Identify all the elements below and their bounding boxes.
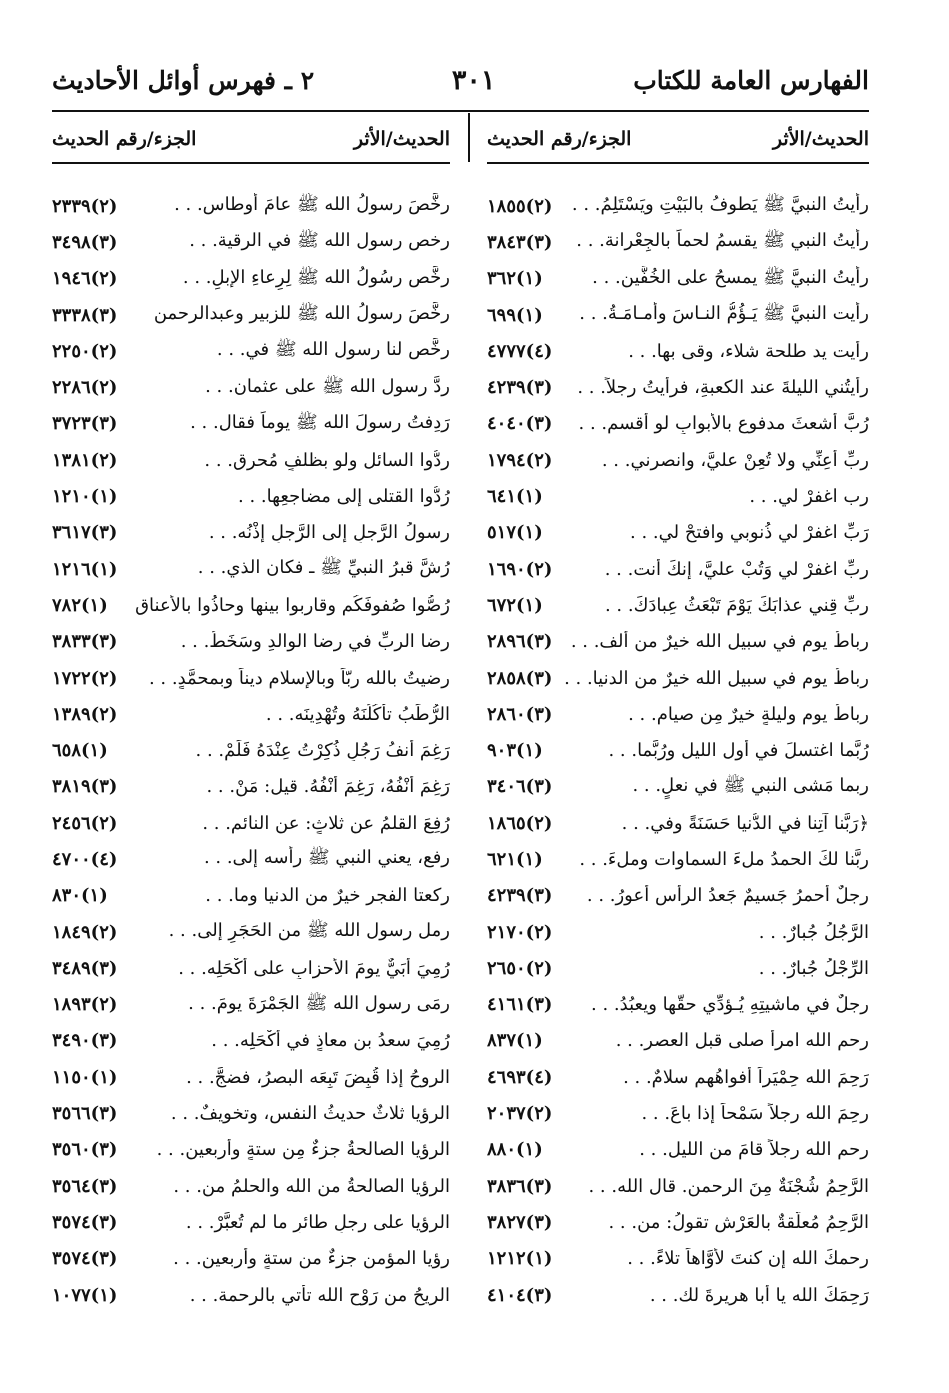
index-entry xyxy=(52,624,450,660)
hadith-reference: (٣)٣٤٨٩ xyxy=(52,957,118,979)
hadith-column-label: الحديث/الأثر xyxy=(353,128,450,150)
index-entry xyxy=(52,515,450,551)
index-entry xyxy=(487,841,869,877)
hadith-incipit: رأيت يد طلحة شلاء، وقى بها. . . xyxy=(628,340,869,362)
index-entry xyxy=(52,442,450,478)
hadith-incipit: الرِّجْلُ جُبارٌ. . . xyxy=(758,957,869,979)
index-entry xyxy=(487,914,869,950)
hadith-reference: (٣)٣٨٣٣ xyxy=(52,631,118,653)
hadith-reference: (٣)٣٨٤٣ xyxy=(487,231,553,253)
hadith-incipit: الرؤيا الصالحةُ جزءٌ مِن ستةٍ وأربعين. . . xyxy=(156,1139,450,1161)
hadith-reference: (٣)٣٨٢٧ xyxy=(487,1211,553,1233)
hadith-incipit: رَحِمَكَ الله يا أبا هريرةَ لك. . . xyxy=(649,1284,869,1306)
index-entry xyxy=(487,1204,869,1240)
index-entry xyxy=(52,369,450,405)
hadith-reference: (٤)٤٦٩٣ xyxy=(487,1066,553,1088)
hadith-incipit: رحمكَ الله إن كنتَ لأوَّاهاً تلاءً. . . xyxy=(627,1248,869,1270)
index-entry xyxy=(487,551,869,587)
hadith-reference: (٢)١٣٨٩ xyxy=(52,703,118,725)
index-entry xyxy=(487,769,869,805)
hadith-incipit: رأيتُ النبيَّ ﷺ يمسحُ على الخُفَّين. . . xyxy=(592,266,869,288)
hadith-reference: (٢)١٨٥٥ xyxy=(487,195,553,217)
hadith-reference: (٤)٤٧٧٧ xyxy=(487,340,553,362)
index-entry xyxy=(52,1132,450,1168)
index-entry xyxy=(487,732,869,768)
index-entry xyxy=(52,551,450,587)
hadith-incipit: رأيتُ النبيَّ ﷺ يَطوفُ بالبَيْتِ ويَسْتَلِمُ. . . xyxy=(571,194,869,216)
hadith-reference: (٣)٣٧٢٣ xyxy=(52,413,118,435)
hadith-incipit: ربِّ قِني عذابَكَ يَوْمَ تَبْعَثُ عِبادَكَ. . . xyxy=(604,594,869,616)
hadith-incipit: ربِّ أعِنِّي ولا تُعِنْ عليَّ، وانصرني. . . xyxy=(601,449,869,471)
index-entry xyxy=(487,478,869,514)
hadith-reference: (٣)٣٨١٩ xyxy=(52,776,118,798)
section-title: ٢ ـ فهرس أوائل الأحاديث xyxy=(52,65,315,95)
page-header xyxy=(52,60,869,100)
index-entry xyxy=(52,914,450,950)
index-entry xyxy=(487,442,869,478)
hadith-reference: (١)٦٢١ xyxy=(487,848,543,870)
hadith-reference: (٣)٣٤٩٠ xyxy=(52,1030,118,1052)
hadith-incipit: الريحُ من رَوْحِ الله تأتي بالرحمة. . . xyxy=(189,1284,450,1306)
hadith-reference: (٣)٣٥٦٦ xyxy=(52,1103,118,1125)
hadith-incipit: ركعتا الفجر خيرٌ من الدنيا وما. . . xyxy=(205,885,450,907)
index-entry xyxy=(487,261,869,297)
hadith-incipit: رفع، يعني النبي ﷺ رأسه إلى. . . xyxy=(203,847,450,869)
index-entry xyxy=(52,1277,450,1313)
index-entry xyxy=(52,950,450,986)
ref-column-label: الجزء/رقم الحديث xyxy=(487,128,632,150)
index-entry xyxy=(52,1059,450,1095)
hadith-reference: (١)٦٩٩ xyxy=(487,304,543,326)
index-entry xyxy=(487,1059,869,1095)
index-entry xyxy=(52,1095,450,1131)
hadith-incipit: رُشَّ قبرُ النبيِّ ﷺ ـ فكان الذي. . . xyxy=(197,557,450,579)
hadith-incipit: رأيتُني الليلةَ عند الكعبةِ، فرأيتُ رجلاً. . . xyxy=(577,377,869,399)
hadith-incipit: الرَّحِمُ مُعلَّقةٌ بالعَرْشِ تقولُ: من. . . xyxy=(608,1211,869,1233)
left-column-rule xyxy=(52,162,450,164)
hadith-reference: (١)٦٧٢ xyxy=(487,594,543,616)
hadith-incipit: رأيت النبيَّ ﷺ يَـؤُمُّ النـاسَ وأُمـامَـةُ. . . xyxy=(579,303,869,325)
hadith-reference: (٢)٢٦٥٠ xyxy=(487,957,553,979)
right-column-header xyxy=(487,122,869,156)
hadith-incipit: رجلٌ في ماشيتِهِ يُـؤدِّي حقَّها ويعبُدُ. . . xyxy=(591,994,869,1016)
index-entry xyxy=(487,406,869,442)
right-column-rule xyxy=(487,162,869,164)
index-entry xyxy=(487,950,869,986)
header-rule xyxy=(52,110,869,112)
index-entry xyxy=(487,369,869,405)
hadith-incipit: ردَّ رسول الله ﷺ على عثمان. . . xyxy=(205,375,450,397)
hadith-reference: (٣)٣٤٠٦ xyxy=(487,776,553,798)
hadith-incipit: رَغِمَ أنفُ رَجُلٍ ذُكِرْتُ عِنْدَهُ فَلَمْ. . . xyxy=(195,740,450,762)
hadith-reference: (١)٦٤١ xyxy=(487,486,543,508)
hadith-reference: (١)٩٠٣ xyxy=(487,740,543,762)
hadith-reference: (٣)٣٥٦٤ xyxy=(52,1175,118,1197)
hadith-reference: (٢)١٩٤٦ xyxy=(52,268,118,290)
hadith-incipit: رخَّصَ رسولُ الله ﷺ عامَ أوطاس. . . xyxy=(174,194,450,216)
index-entry xyxy=(52,1241,450,1277)
hadith-incipit: ربما مَشى النبي ﷺ في نعلٍ. . . xyxy=(632,774,869,796)
hadith-incipit: رُبَّ أشعثَ مدفوعٍ بالأبوابِ لو أقسم. . . xyxy=(578,413,869,435)
hadith-reference: (٢)٢٤٥٦ xyxy=(52,812,118,834)
hadith-reference: (٣)٣٨٣٦ xyxy=(487,1175,553,1197)
hadith-incipit: رب اغفرْ لي. . . xyxy=(749,486,869,508)
index-entry xyxy=(52,406,450,442)
hadith-incipit: رِباطُ يوم وليلةٍ خيرٌ مِن صيام. . . xyxy=(628,703,869,725)
hadith-reference: (٢)٢٢٨٦ xyxy=(52,377,118,399)
hadith-incipit: رخَّص لنا رسول الله ﷺ في. . . xyxy=(216,339,450,361)
hadith-incipit: رضيتُ بالله ربّاً وبالإسلامِ ديناً وبمحمَّدٍ. . . xyxy=(148,667,450,689)
index-entry xyxy=(52,297,450,333)
left-index-column xyxy=(52,188,450,1313)
index-entry xyxy=(487,987,869,1023)
hadith-reference: (٢)٢٠٣٧ xyxy=(487,1103,553,1125)
hadith-incipit: رخَّصَ رسولُ الله ﷺ للزبير وعبدالرحمن xyxy=(153,303,450,325)
hadith-reference: (٣)٢٨٩٦ xyxy=(487,631,553,653)
hadith-incipit: رمل رسول الله ﷺ من الحَجَرِ إلى. . . xyxy=(168,920,450,942)
index-entry xyxy=(52,696,450,732)
hadith-reference: (٢)١٧٩٤ xyxy=(487,449,553,471)
index-entry xyxy=(52,769,450,805)
index-entry xyxy=(487,878,869,914)
index-entry xyxy=(487,1095,869,1131)
hadith-reference: (١)١٢١٦ xyxy=(52,558,118,580)
hadith-reference: (٢)١٧٢٢ xyxy=(52,667,118,689)
index-entry xyxy=(487,587,869,623)
hadith-reference: (٢)٢٢٥٠ xyxy=(52,340,118,362)
hadith-reference: (٣)٤٠٤٠ xyxy=(487,413,553,435)
hadith-reference: (٣)٤١٦١ xyxy=(487,994,553,1016)
hadith-reference: (٢)١٣٨١ xyxy=(52,449,118,471)
hadith-reference: (٢)٢١٧٠ xyxy=(487,921,553,943)
index-entry xyxy=(52,841,450,877)
left-column-header xyxy=(52,122,450,156)
hadith-incipit: رُمِيَ أُبَيٌّ يومَ الأحزابِ على أَكْحَلِه. . . xyxy=(178,957,450,979)
hadith-incipit: رَغِمَ أنْفُهُ، رَغِمَ أنْفُهُ. قيل: مَنْ. . . xyxy=(206,776,450,798)
hadith-incipit: ردُّوا السائل ولو بظلفٍ مُحرقٍ. . . xyxy=(204,449,450,471)
hadith-incipit: رَبِّ اغفرْ لي ذُنوبي وافتحْ لي. . . xyxy=(630,522,869,544)
index-entry xyxy=(487,805,869,841)
hadith-reference: (٣)٣٦١٧ xyxy=(52,522,118,544)
hadith-incipit: رُدُّوا القتلى إلى مضاجعِها. . . xyxy=(238,486,450,508)
hadith-reference: (٣)٤٢٣٩ xyxy=(487,377,553,399)
index-entry xyxy=(52,587,450,623)
hadith-incipit: رُمِيَ سعدُ بن معاذٍ في أكْحَلِه. . . xyxy=(211,1030,450,1052)
hadith-reference: (٤)٤٧٠٠ xyxy=(52,848,118,870)
index-entry xyxy=(52,732,450,768)
index-entry xyxy=(487,515,869,551)
hadith-reference: (١)٨٣٠ xyxy=(52,885,108,907)
hadith-reference: (١)١٢١٠ xyxy=(52,486,118,508)
hadith-reference: (١)٥١٧ xyxy=(487,522,543,544)
hadith-incipit: رجلٌ أحمرُ جَسيمٌ جَعدُ الرأسِ أعورُ. . . xyxy=(586,885,869,907)
hadith-incipit: رُبَّما اغتسلَ في أول الليل ورُبَّما. . . xyxy=(608,740,869,762)
hadith-incipit: رحم الله امرأً صلى قبل العصر. . . xyxy=(615,1030,869,1052)
index-entry xyxy=(487,696,869,732)
index-entry xyxy=(52,188,450,224)
index-entry xyxy=(52,1168,450,1204)
hadith-incipit: الرَّحِمُ شُجْنَةٌ مِنَ الرحمن. قال الله. . . xyxy=(588,1175,869,1197)
hadith-incipit: رباطُ يوم في سبيل الله خيرٌ من ألف. . . xyxy=(570,631,869,653)
hadith-incipit: ربَّنا لكَ الحمدُ ملءَ السماوات وملءَ. . . xyxy=(579,848,869,870)
hadith-incipit: الرَّجُلُ جُبارٌ. . . xyxy=(758,921,869,943)
hadith-incipit: رِضا الربِّ في رِضا الوالدِ وسَخَطُ. . . xyxy=(180,631,450,653)
hadith-reference: (١)١٠٧٧ xyxy=(52,1284,118,1306)
index-entry xyxy=(487,624,869,660)
index-entry xyxy=(487,333,869,369)
hadith-incipit: ربِّ اغفرْ لي وَتُبْ عليَّ، إنكَ أنت. . . xyxy=(604,558,869,580)
index-entry xyxy=(52,261,450,297)
hadith-incipit: رَدِفتُ رسولَ الله ﷺ يوماً فقال. . . xyxy=(190,411,450,433)
hadith-reference: (٢)٢٣٣٩ xyxy=(52,195,118,217)
index-entry xyxy=(487,224,869,260)
hadith-reference: (١)١٢١٢ xyxy=(487,1248,553,1270)
hadith-reference: (٣)٢٨٥٨ xyxy=(487,667,553,689)
index-entry xyxy=(487,188,869,224)
hadith-reference: (١)٣٦٢ xyxy=(487,268,543,290)
hadith-reference: (٢)١٨٤٩ xyxy=(52,921,118,943)
hadith-incipit: رسولُ الرَّجلِ إلى الرَّجلِ إذْنُه. . . xyxy=(208,522,450,544)
index-entry xyxy=(487,1241,869,1277)
hadith-incipit: رمَى رسول الله ﷺ الجَمْرَةَ يومَ. . . xyxy=(188,992,450,1014)
index-entry xyxy=(487,297,869,333)
hadith-incipit: رحِمَ الله رجلاً سَمْحاً إذا باعَ. . . xyxy=(641,1103,869,1125)
index-entry xyxy=(52,987,450,1023)
hadith-reference: (٣)٣٥٧٤ xyxy=(52,1211,118,1233)
hadith-incipit: رِباطُ يوم في سبيل الله خيرٌ من الدنيا. . . xyxy=(564,667,869,689)
book-title: الفهارس العامة للكتاب xyxy=(633,65,869,95)
hadith-incipit: رَحِمَ الله حِمْيَراً أفواهُهم سلامٌ. . . xyxy=(623,1066,869,1088)
index-entry xyxy=(52,805,450,841)
hadith-incipit: الرُّطَبُ تأكُلُنَهُ وتُهْدِينَه. . . xyxy=(265,703,450,725)
index-entry xyxy=(487,1132,869,1168)
right-index-column xyxy=(487,188,869,1313)
index-entry xyxy=(52,660,450,696)
column-divider xyxy=(468,113,470,162)
hadith-incipit: رُفِعَ القلمُ عن ثلاثٍ: عن النائمِ. . . xyxy=(202,812,450,834)
hadith-reference: (٢)١٦٩٠ xyxy=(487,558,553,580)
index-entry xyxy=(487,660,869,696)
hadith-reference: (٣)٣٣٣٨ xyxy=(52,304,118,326)
index-entry xyxy=(52,1023,450,1059)
index-entry xyxy=(487,1277,869,1313)
hadith-reference: (١)٧٨٢ xyxy=(52,594,108,616)
hadith-incipit: رؤيا المؤمن جزءٌ من ستةٍ وأربعين. . . xyxy=(173,1248,450,1270)
hadith-reference: (١)١١٥٠ xyxy=(52,1066,118,1088)
page-number: ٣٠١ xyxy=(451,64,496,96)
hadith-reference: (٣)٢٨٦٠ xyxy=(487,703,553,725)
hadith-incipit: رحم الله رجلاً قامَ من الليل. . . xyxy=(639,1139,869,1161)
hadith-column-label: الحديث/الأثر xyxy=(772,128,869,150)
hadith-reference: (٣)٣٥٦٠ xyxy=(52,1139,118,1161)
ref-column-label: الجزء/رقم الحديث xyxy=(52,128,197,150)
index-entry xyxy=(52,478,450,514)
hadith-incipit: الرؤيا ثلاثٌ حديثُ النفسِ، وتخويفٌ. . . xyxy=(170,1103,450,1125)
index-entry xyxy=(487,1168,869,1204)
hadith-reference: (١)٨٨٠ xyxy=(487,1139,543,1161)
hadith-reference: (١)٦٥٨ xyxy=(52,740,108,762)
hadith-incipit: الرؤيا الصالحةُ من الله والحلمُ من. . . xyxy=(173,1175,450,1197)
hadith-incipit: ﴿رَبَّنا آتِنا في الدُّنيا حَسَنَةً وفي. . . xyxy=(621,812,869,834)
hadith-reference: (٢)١٨٩٣ xyxy=(52,994,118,1016)
hadith-reference: (٣)٣٤٩٨ xyxy=(52,231,118,253)
hadith-reference: (٣)٤٢٣٩ xyxy=(487,885,553,907)
index-entry xyxy=(52,333,450,369)
index-entry xyxy=(487,1023,869,1059)
hadith-incipit: رأيتُ النبي ﷺ يقسمُ لحماً بالجِعْرانة. . . xyxy=(576,230,869,252)
hadith-reference: (١)٨٣٧ xyxy=(487,1030,543,1052)
index-entry xyxy=(52,878,450,914)
hadith-incipit: رُصُّوا صُفوفَكُم وقاربوا بينها وحاذُوا بالأعناق xyxy=(135,594,450,616)
hadith-incipit: الروحُ إذا قُبِضَ تَبِعَه البصرُ، فضجَّ. . . xyxy=(186,1066,450,1088)
hadith-incipit: الرؤيا على رجلِ طائرٍ ما لم تُعبَّرْ. . . xyxy=(185,1211,450,1233)
hadith-incipit: رخص رسول الله ﷺ في الرقية. . . xyxy=(189,230,450,252)
hadith-incipit: رخَّص رسُولُ الله ﷺ لِرِعاءِ الإبلِ. . . xyxy=(182,266,450,288)
hadith-reference: (٢)١٨٦٥ xyxy=(487,812,553,834)
hadith-reference: (٣)٤١٠٤ xyxy=(487,1284,553,1306)
index-entry xyxy=(52,224,450,260)
index-entry xyxy=(52,1204,450,1240)
hadith-reference: (٣)٣٥٧٤ xyxy=(52,1248,118,1270)
